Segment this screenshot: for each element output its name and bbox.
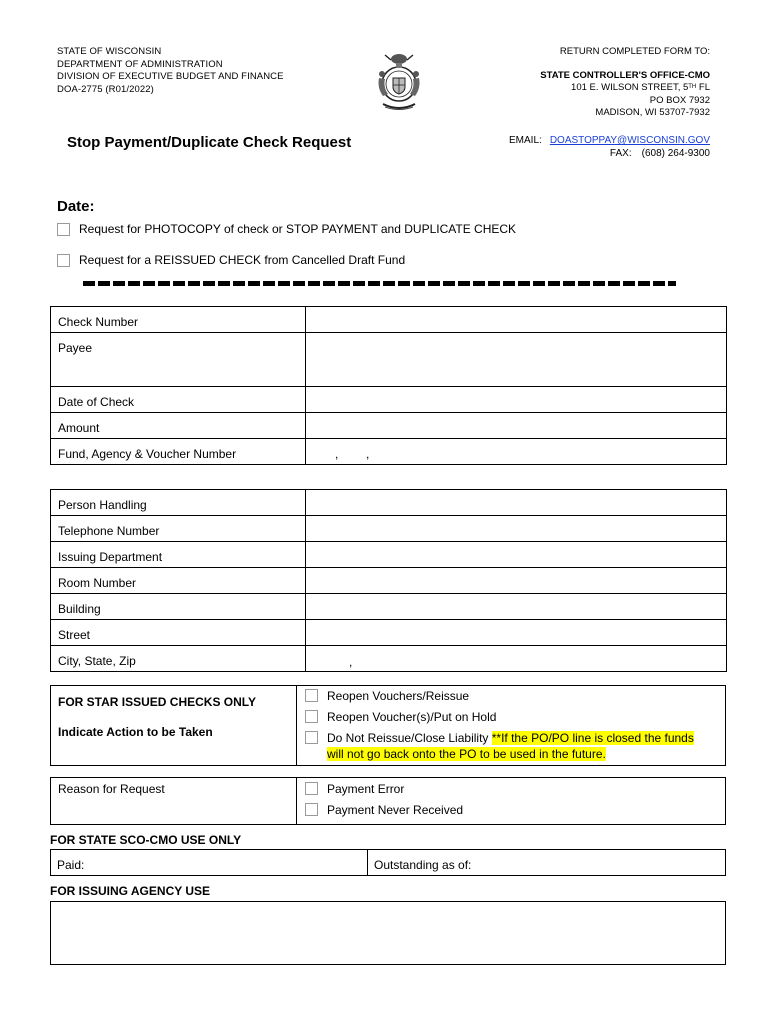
option-label: Reopen Vouchers/Reissue [327,689,470,703]
return-label: RETURN COMPLETED FORM TO: [559,46,710,57]
reason-divider [296,777,297,825]
voucher-separator: , [366,447,370,461]
reopen-hold-option [305,709,496,725]
star-heading: FOR STAR ISSUED CHECKS ONLY [58,695,257,709]
header-line: STATE OF WISCONSIN [57,46,162,57]
row-label: Issuing Department [51,542,306,568]
street-field[interactable] [306,620,727,646]
header-line: DEPARTMENT OF ADMINISTRATION [57,58,223,70]
table-row [51,307,727,333]
telephone-field[interactable] [306,516,727,542]
check-number-field[interactable] [306,307,727,333]
close-liability-option [305,730,694,762]
city-state-zip-field[interactable] [306,646,727,672]
row-label: Check Number [51,307,306,333]
sco-divider [367,849,368,876]
issuing-department-field[interactable] [306,542,727,568]
reissued-checkbox[interactable] [57,254,70,267]
star-divider [296,685,297,766]
email-label: EMAIL: [509,135,542,146]
payee-field[interactable] [306,333,727,387]
close-liability-checkbox[interactable] [305,731,318,744]
date-of-check-field[interactable] [306,387,727,413]
po-warning-highlight: **If the PO/PO line is closed the funds [491,731,694,745]
reissued-option [57,253,405,267]
row-label: Room Number [51,568,306,594]
table-row [51,568,727,594]
street-address: 101 E. WILSON STREET, 5TH FL [571,82,710,93]
agency-heading: FOR ISSUING AGENCY USE [50,884,211,898]
row-label: Person Handling [51,490,306,516]
table-row [51,620,727,646]
option-label: Payment Error [327,782,405,796]
agency-use-box[interactable] [50,901,726,965]
city-separator: , [349,655,353,669]
table-row [51,333,727,387]
dashed-divider [83,281,676,286]
row-label: Building [51,594,306,620]
email-link[interactable]: DOASTOPPAY@WISCONSIN.GOV [549,135,710,146]
table-row [51,387,727,413]
option-label: Do Not Reissue/Close Liability [327,731,492,745]
row-label: Telephone Number [51,516,306,542]
table-row [51,594,727,620]
row-label: Amount [51,413,306,439]
photocopy-option-label: Request for PHOTOCOPY of check or STOP PAYMENT and DUPLICATE CHECK [79,222,517,236]
po-warning-highlight: will not go back onto the PO to be used in the future. [327,747,606,761]
return-address [540,46,710,120]
agency-header [57,46,284,96]
row-label: Date of Check [51,387,306,413]
payment-error-checkbox[interactable] [305,782,318,795]
state-seal-logo [373,48,425,112]
voucher-separator: , [335,447,339,461]
person-handling-field[interactable] [306,490,727,516]
building-field[interactable] [306,594,727,620]
table-row [51,490,727,516]
table-row [51,542,727,568]
room-number-field[interactable] [306,568,727,594]
action-subheading: Indicate Action to be Taken [58,725,213,739]
outstanding-field[interactable]: Outstanding as of: [374,858,472,872]
option-label: Reopen Voucher(s)/Put on Hold [327,710,497,724]
check-details-table [50,306,727,465]
fax-number: (608) 264-9300 [641,148,710,159]
contact-info [509,134,710,160]
handling-details-table [50,489,727,672]
photocopy-option [57,222,516,236]
table-row [51,516,727,542]
fax-label: FAX: [609,148,632,159]
photocopy-checkbox[interactable] [57,223,70,236]
table-row [51,413,727,439]
payment-error-option [305,781,404,797]
reopen-reissue-option [305,688,469,704]
reissued-option-label: Request for a REISSUED CHECK from Cancelled Draft Fund [79,253,406,267]
po-box: PO BOX 7932 [649,94,710,106]
row-label: Fund, Agency & Voucher Number [51,439,306,465]
form-number: DOA-2775 (R01/2022) [57,83,154,95]
table-row [51,439,727,465]
amount-field[interactable] [306,413,727,439]
table-row [51,646,727,672]
row-label: City, State, Zip [51,646,306,672]
header-line: DIVISION OF EXECUTIVE BUDGET AND FINANCE [57,71,284,82]
reopen-hold-checkbox[interactable] [305,710,318,723]
office-name: STATE CONTROLLER'S OFFICE-CMO [540,69,710,81]
sco-heading: FOR STATE SCO-CMO USE ONLY [50,833,242,847]
option-label: Payment Never Received [327,803,464,817]
never-received-checkbox[interactable] [305,803,318,816]
date-label: Date: [57,198,95,215]
never-received-option [305,802,463,818]
reopen-reissue-checkbox[interactable] [305,689,318,702]
city-zip: MADISON, WI 53707-7932 [595,107,710,118]
paid-field[interactable]: Paid: [57,858,85,872]
form-title: Stop Payment/Duplicate Check Request [67,134,352,151]
row-label: Street [51,620,306,646]
row-label: Payee [51,333,306,387]
reason-label: Reason for Request [58,782,165,796]
